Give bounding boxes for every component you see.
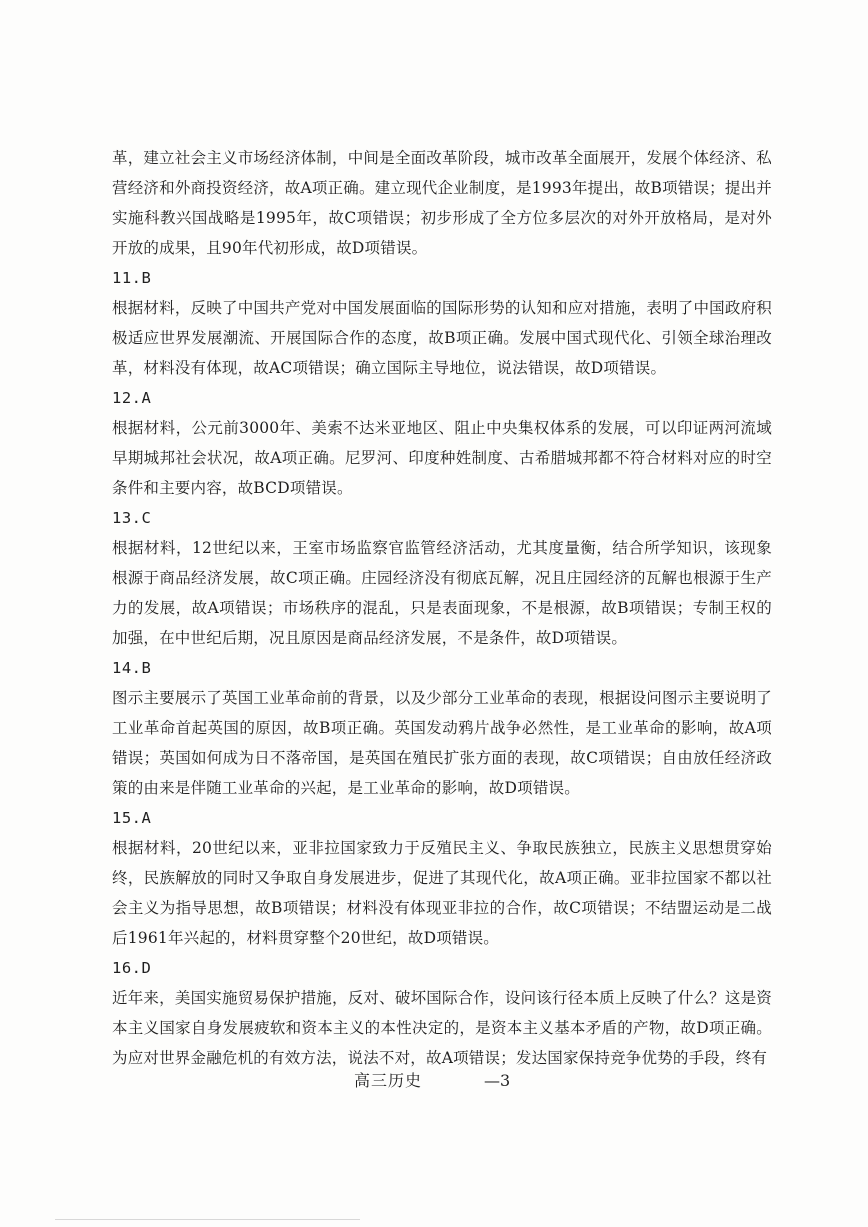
question-number-14: 14.B xyxy=(112,659,152,677)
question-number-16: 16.D xyxy=(112,959,152,977)
question-number-12: 12.A xyxy=(112,389,152,407)
footer-subject: 高三历史 xyxy=(354,1071,423,1090)
question-number-11: 11.B xyxy=(112,269,152,287)
explanation-13: 根据材料，12世纪以来，王室市场监察官监管经济活动，尤其度量衡，结合所学知识，该现象根源于商品经济发展，故C项正确。庄园经济没有彻底瓦解，况且庄园经济的瓦解也根源于生产力的发展，故A项错误；市场秩序的混乱，只是表面现象，不是根源，故B项错误；专制王权的加强，在中世纪后期，况且原因是商品经济发展，不是条件，故D项错误。 xyxy=(112,539,772,647)
explanation-15: 根据材料，20世纪以来，亚非拉国家致力于反殖民主义、争取民族独立，民族主义思想贯穿始终，民族解放的同时又争取自身发展进步，促进了其现代化，故A项正确。亚非拉国家不都以社会主义为指导思想，故B项错误；材料没有体现亚非拉的合作，故C项错误；不结盟运动是二战后1961年兴起的，材料贯穿整个20世纪，故D项错误。 xyxy=(112,839,772,947)
explanation-14: 图示主要展示了英国工业革命前的背景，以及少部分工业革命的表现，根据设问图示主要说明了工业革命首起英国的原因，故B项正确。英国发动鸦片战争必然性，是工业革命的影响，故A项错误；英国如何成为日不落帝国，是英国在殖民扩张方面的表现，故C项错误；自由放任经济政策的由来是伴随工业革命的兴起，是工业革命的影响，故D项错误。 xyxy=(112,689,772,797)
explanation-11: 根据材料，反映了中国共产党对中国发展面临的国际形势的认知和应对措施，表明了中国政府积极适应世界发展潮流、开展国际合作的态度，故B项正确。发展中国式现代化、引领全球治理改革，材料没有体现，故AC项错误；确立国际主导地位，说法错误，故D项错误。 xyxy=(112,299,772,377)
scan-edge-line xyxy=(55,1219,360,1220)
answer-explanations xyxy=(112,143,772,1073)
explanation-10-continued: 革，建立社会主义市场经济体制，中间是全面改革阶段，城市改革全面展开，发展个体经济、私营经济和外商投资经济，故A项正确。建立现代企业制度，是1993年提出，故B项错误；提出并实施科教兴国战略是1995年，故C项错误；初步形成了全方位多层次的对外开放格局，是对外开放的成果，且90年代初形成，故D项错误。 xyxy=(112,149,772,257)
explanation-12: 根据材料，公元前3000年、美索不达米亚地区、阻止中央集权体系的发展，可以印证两河流域早期城邦社会状况，故A项正确。尼罗河、印度种姓制度、古希腊城邦都不符合材料对应的时空条件和主要内容，故BCD项错误。 xyxy=(112,419,772,497)
explanation-16: 近年来，美国实施贸易保护措施，反对、破坏国际合作，设问该行径本质上反映了什么？这是资本主义国家自身发展疲软和资本主义的本性决定的，是资本主义基本矛盾的产物，故D项正确。为应对世界金融危机的有效方法，说法不对，故A项错误；发达国家保持竞争优势的手段，终有 xyxy=(112,989,772,1067)
footer-page-number: —3 xyxy=(484,1071,511,1090)
question-number-15: 15.A xyxy=(112,809,152,827)
question-number-13: 13.C xyxy=(112,509,152,527)
